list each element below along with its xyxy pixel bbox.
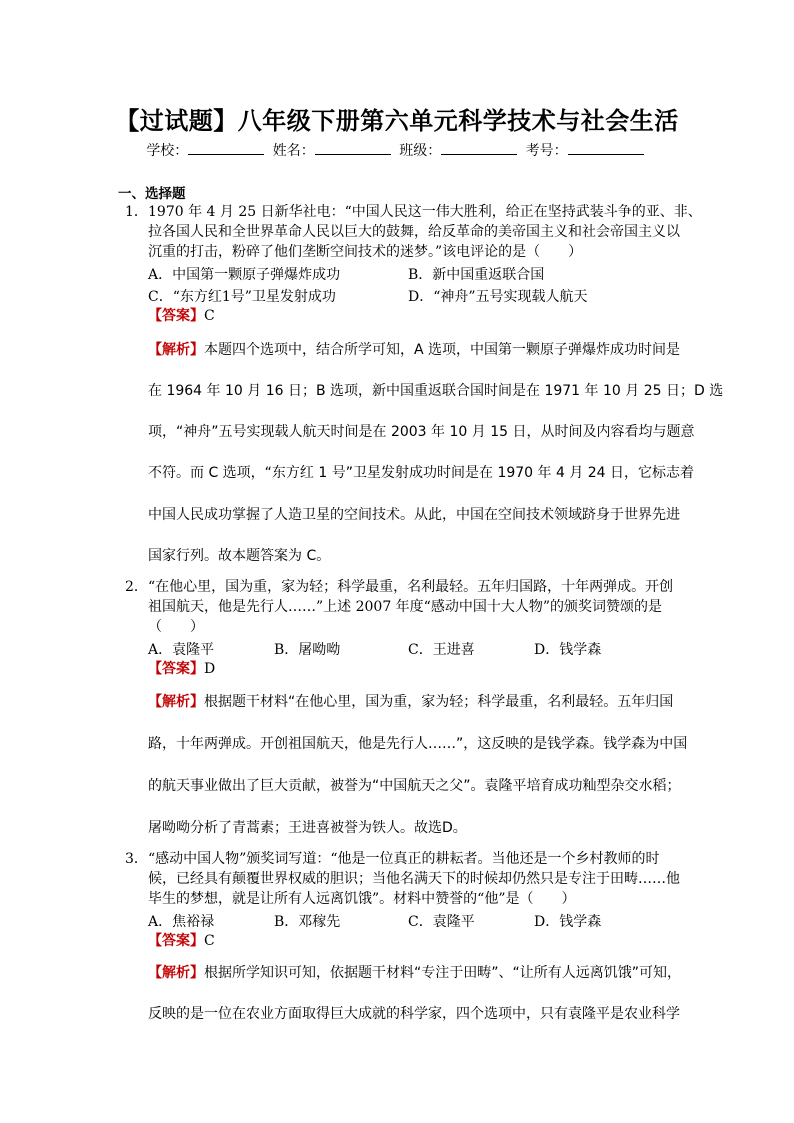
- class-label: 班级：: [399, 143, 442, 159]
- question-line: 候，已经具有颠覆世界权威的胆识；当他名满天下的时候却仍然只是专注于田畴……他: [148, 871, 680, 887]
- school-blank[interactable]: [188, 142, 264, 155]
- analysis-text: 本题四个选项中，结合所学可知，A 选项，中国第一颗原子弹爆炸成功时间是: [204, 342, 681, 358]
- option-a: A．焦裕禄: [148, 914, 215, 930]
- answer-line: [148, 659, 215, 679]
- option-d: D．“神舟”五号实现载人航天: [408, 289, 588, 305]
- analysis-line: 不符。而 C 选项，“东方红 1 号”卫星发射成功时间是在 1970 年 4 月 24 日，它标志着: [148, 465, 695, 481]
- answer-label: 【答案】: [148, 308, 204, 324]
- page-title: 【过试题】八年级下册第六单元科学技术与社会生活: [115, 106, 679, 135]
- exam-no-label: 考号：: [525, 143, 568, 159]
- analysis-line: 的航天事业做出了巨大贡献，被誉为“中国航天之父”。袁隆平培育成功籼型杂交水稻；: [148, 778, 681, 794]
- analysis-label: 【解析】: [148, 694, 204, 710]
- answer-value: C: [204, 308, 215, 324]
- analysis-line: 反映的是一位在农业方面取得巨大成就的科学家，四个选项中，只有袁隆平是农业科学: [148, 1006, 680, 1022]
- question-number: 2．: [125, 579, 148, 595]
- name-blank[interactable]: [315, 142, 391, 155]
- question-line: “在他心里，国为重，家为轻；科学最重，名利最轻。五年归国路，十年两弹成。开创: [148, 579, 674, 595]
- analysis-line: 中国人民成功掌握了人造卫星的空间技术。从此，中国在空间技术领域跻身于世界先进: [148, 507, 680, 523]
- analysis-text: 根据题干材料“在他心里，国为重，家为轻；科学最重，名利最轻。五年归国: [204, 694, 674, 710]
- question-line: 毕生的梦想，就是让所有人远离饥饿”。材料中赞誉的“他”是（ ）: [148, 891, 576, 907]
- analysis-line: 国家行列。故本题答案为 C。: [148, 548, 331, 564]
- option-d: D．钱学森: [534, 914, 602, 930]
- analysis-line: 路，十年两弹成。开创祖国航天，他是先行人……”，这反映的是钱学森。钱学森为中国: [148, 736, 688, 752]
- analysis-line: 在 1964 年 10 月 16 日；B 选项，新中国重返联合国时间是在 1971 年 10 月 25 日；D 选: [148, 383, 724, 399]
- analysis-label: 【解析】: [148, 965, 204, 981]
- option-a: A．中国第一颗原子弹爆炸成功: [148, 267, 341, 283]
- exam-no-blank[interactable]: [568, 142, 644, 155]
- question-line: 1970 年 4 月 25 日新华社电：“中国人民这一伟大胜利，给正在坚持武装斗争的亚、非、: [148, 204, 702, 220]
- answer-line: [148, 931, 215, 951]
- school-label: 学校：: [146, 143, 189, 159]
- option-c: C．“东方红1号”卫星发射成功: [148, 289, 336, 305]
- option-c: C．王进喜: [408, 642, 475, 658]
- option-c: C．袁隆平: [408, 914, 475, 930]
- analysis-line: 项，“神舟”五号实现载人航天时间是在 2003 年 10 月 15 日，从时间及内容看均与题意: [148, 424, 695, 440]
- analysis-line: [148, 691, 673, 711]
- answer-line: [148, 306, 215, 326]
- option-b: B．邓稼先: [274, 914, 341, 930]
- question-line: “感动中国人物”颁奖词写道：“他是一位真正的耕耘者。当他还是一个乡村教师的时: [148, 851, 660, 867]
- option-a: A．袁隆平: [148, 642, 215, 658]
- student-info-line: [0, 140, 794, 160]
- question-number: 1．: [125, 204, 148, 220]
- option-b: B．屠呦呦: [274, 642, 341, 658]
- analysis-label: 【解析】: [148, 342, 204, 358]
- question-line: （ ）: [148, 619, 204, 635]
- answer-value: D: [204, 661, 216, 677]
- option-b: B．新中国重返联合国: [408, 267, 545, 283]
- analysis-line: [148, 339, 680, 359]
- class-blank[interactable]: [441, 142, 517, 155]
- question-line: 拉各国人民和全世界革命人民以巨大的鼓舞，给反革命的美帝国主义和社会帝国主义以: [148, 224, 680, 240]
- question-line: 祖国航天，他是先行人……”上述 2007 年度“感动中国十大人物”的颁奖词赞颂的是: [148, 599, 662, 615]
- answer-label: 【答案】: [148, 661, 204, 677]
- analysis-line: 屠呦呦分析了青蒿素；王进喜被誉为铁人。故选D。: [148, 820, 467, 836]
- option-d: D．钱学森: [534, 642, 602, 658]
- answer-label: 【答案】: [148, 933, 204, 949]
- analysis-line: [148, 962, 681, 982]
- question-line: 沉重的打击，粉碎了他们垄断空间技术的迷梦。”该电评论的是（ ）: [148, 244, 583, 260]
- analysis-text: 根据所学知识可知，依据题干材料“专注于田畴”、“让所有人远离饥饿”可知，: [204, 965, 682, 981]
- question-number: 3．: [125, 851, 148, 867]
- answer-value: C: [204, 933, 215, 949]
- section-heading: 一、选择题: [118, 186, 186, 202]
- name-label: 姓名：: [272, 143, 315, 159]
